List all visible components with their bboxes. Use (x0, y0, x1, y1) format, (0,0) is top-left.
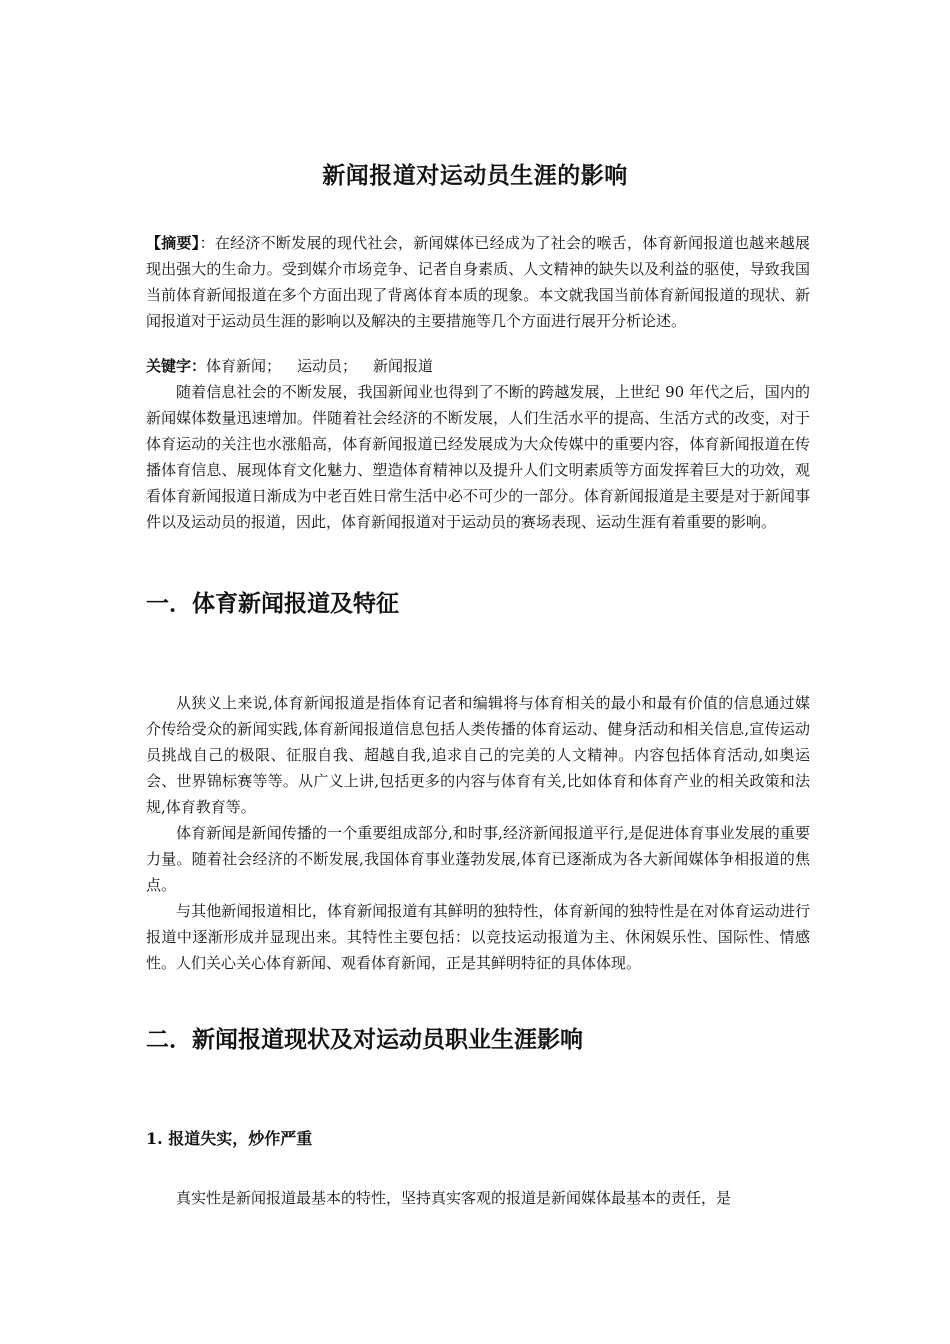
intro-paragraph: 随着信息社会的不断发展，我国新闻业也得到了不断的跨越发展，上世纪 90 年代之后，国内的新闻媒体数量迅速增加。伴随着社会经济的不断发展，人们生活水平的提高、生活方式的改变，对于体育运动的关注也水涨船高，体育新闻报道已经发展成为大众传媒中的重要内容，体育新闻报道在传播体育信息、展现体育文化魅力、塑造体育精神以及提升人们文明素质等方面发挥着巨大的功效，观看体育新闻报道日渐成为中老百姓日常生活中必不可少的一部分。体育新闻报道是主要是对于新闻事件以及运动员的报道，因此，体育新闻报道对于运动员的赛场表现、运动生涯有着重要的影响。 (146, 383, 810, 531)
keyword-item: 新闻报道 (373, 357, 434, 375)
section-2-subheading: 1. 报道失实，炒作严重 (146, 1129, 313, 1148)
document-title: 新闻报道对运动员生涯的影响 (322, 163, 628, 189)
section-2-paragraph: 真实性是新闻报道最基本的特性，坚持真实客观的报道是新闻媒体最基本的责任，是 (176, 1189, 732, 1207)
section-1-paragraph: 从狭义上来说,体育新闻报道是指体育记者和编辑将与体育相关的最小和最有价值的信息通过媒介传给受众的新闻实践,体育新闻报道信息包括人类传播的体育运动、健身活动和相关信息,宣传运动员挑战自己的极限、征服自我、超越自我,追求自己的完美的人文精神。内容包括体育活动,如奥运会、世界锦标赛等等。从广义上讲,包括更多的内容与体育有关,比如体育和体育产业的相关政策和法规,体育教育等。 (146, 694, 810, 816)
abstract-text: ：在经济不断发展的现代社会，新闻媒体已经成为了社会的喉舌，体育新闻报道也越来越展现出强大的生命力。受到媒介市场竞争、记者自身素质、人文精神的缺失以及利益的驱使，导致我国当前体育新闻报道在多个方面出现了背离体育本质的现象。本文就我国当前体育新闻报道的现状、新闻报道对于运动员生涯的影响以及解决的主要措施等几个方面进行展开分析论述。 (146, 234, 810, 330)
section-2-heading: 二．新闻报道现状及对运动员职业生涯影响 (146, 1027, 583, 1053)
abstract-label: 【摘要】 (146, 234, 200, 252)
abstract (146, 230, 810, 334)
keywords-label: 关键字： (146, 357, 207, 375)
section-1-heading: 一．体育新闻报道及特征 (146, 591, 399, 617)
keywords (146, 353, 810, 379)
section-1-paragraph: 体育新闻是新闻传播的一个重要组成部分,和时事,经济新闻报道平行,是促进体育事业发展的重要力量。随着社会经济的不断发展,我国体育事业蓬勃发展,体育已逐渐成为各大新闻媒体争相报道的焦点。 (146, 824, 810, 894)
section-1-body (146, 690, 810, 976)
keyword-item: 体育新闻； (206, 357, 282, 375)
keyword-item: 运动员； (297, 357, 358, 375)
section-1-paragraph: 与其他新闻报道相比，体育新闻报道有其鲜明的独特性，体育新闻的独特性是在对体育运动进行报道中逐渐形成并显现出来。其特性主要包括：以竞技运动报道为主、休闲娱乐性、国际性、情感性。人们关心关心体育新闻、观看体育新闻，正是其鲜明特征的具体体现。 (146, 902, 810, 972)
section-2-body (146, 1185, 810, 1211)
